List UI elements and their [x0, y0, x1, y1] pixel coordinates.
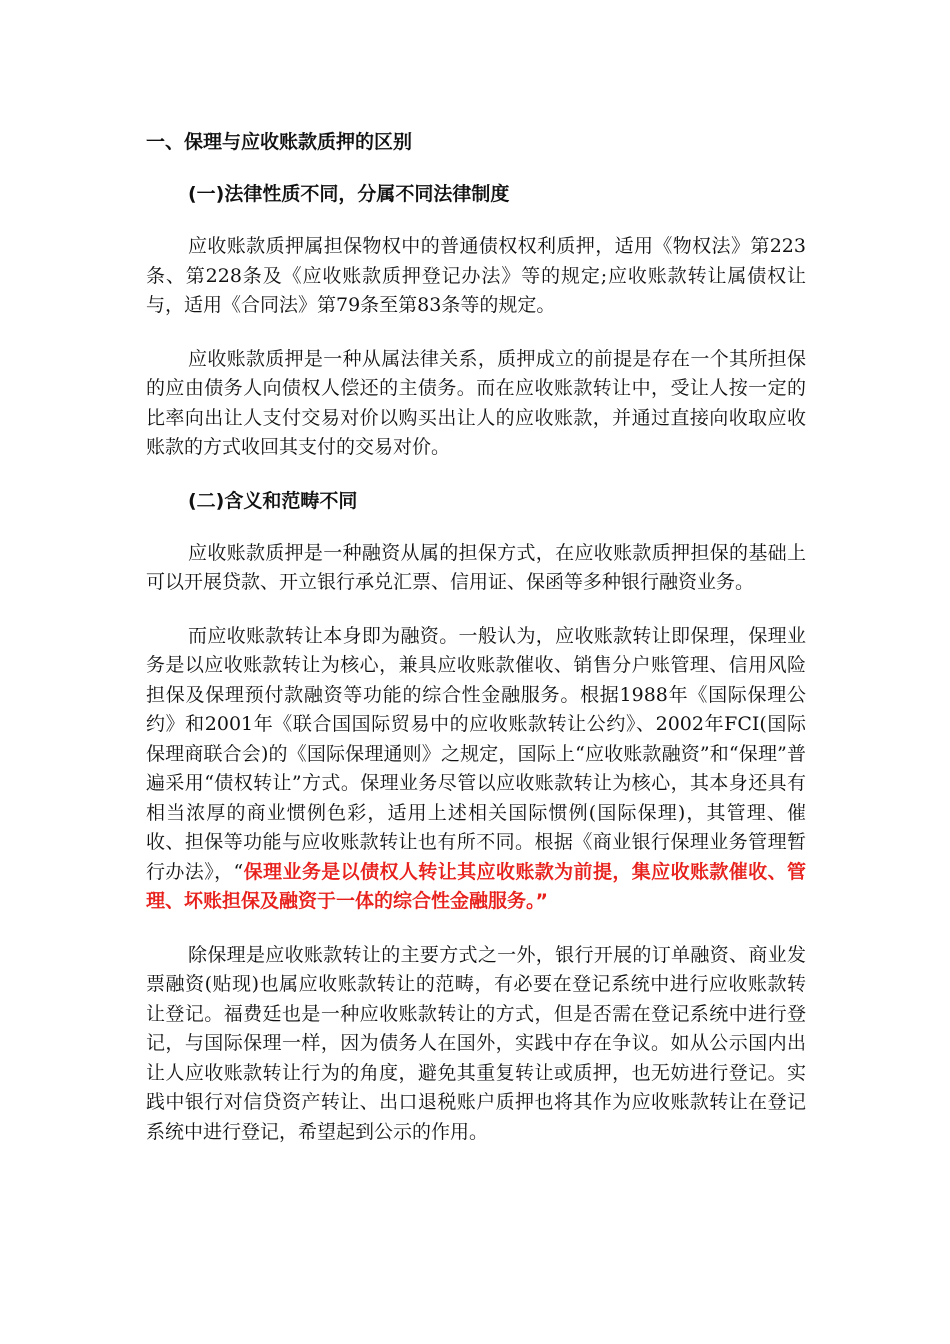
highlighted-quote: 保理业务是以债权人转让其应收账款为前提，集应收账款催收、管理、坏账担保及融资于一体的综合性金融服务。: [146, 860, 806, 912]
paragraph-with-quote: [146, 622, 806, 917]
paragraph-text: 而应收账款转让本身即为融资。一般认为，应收账款转让即保理，保理业务是以应收账款转让为核心，兼具应收账款催收、销售分户账管理、信用风险担保及保理预付款融资等功能的综合性金融服务。根据1988年《国际保理公约》和2001年《联合国国际贸易中的应收账款转让公约》、2002年FCI(国际保理商联合会)的《国际保理通则》之规定，国际上“应收账款融资”和“保理”普遍采用“债权转让”方式。保理业务尽管以应收账款转让为核心，其本身还具有相当浓厚的商业惯例色彩，适用上述相关国际惯例(国际保理)，其管理、催收、担保等功能与应收账款转让也有所不同。根据《商业银行保理业务管理暂行办法》，“: [146, 624, 806, 883]
section-heading-1: (一)法律性质不同，分属不同法律制度: [188, 183, 510, 205]
closing-quote-mark: ”: [535, 890, 549, 912]
document-page: [146, 128, 806, 1171]
document-title: 一、保理与应收账款质押的区别: [146, 131, 413, 153]
paragraph: 应收账款质押是一种从属法律关系，质押成立的前提是存在一个其所担保的应由债务人向债权人偿还的主债务。而在应收账款转让中，受让人按一定的比率向出让人支付交易对价以购买出让人的应收账款，并通过直接向收取应收账款的方式收回其支付的交易对价。: [146, 347, 806, 458]
paragraph: 应收账款质押是一种融资从属的担保方式，在应收账款质押担保的基础上可以开展贷款、开立银行承兑汇票、信用证、保函等多种银行融资业务。: [146, 541, 806, 593]
paragraph: 应收账款质押属担保物权中的普通债权权利质押，适用《物权法》第223条、第228条及《应收账款质押登记办法》等的规定;应收账款转让属债权让与，适用《合同法》第79条至第83条等的规定。: [146, 235, 806, 316]
paragraph: 除保理是应收账款转让的主要方式之一外，银行开展的订单融资、商业发票融资(贴现)也属应收账款转让的范畴，有必要在登记系统中进行应收账款转让登记。福费廷也是一种应收账款转让的方式，但是否需在登记系统中进行登记，与国际保理一样，因为债务人在国外，实践中存在争议。如从公示国内出让人应收账款转让行为的角度，避免其重复转让或质押，也无妨进行登记。实践中银行对信贷资产转让、出口退税账户质押也将其作为应收账款转让在登记系统中进行登记，希望起到公示的作用。: [146, 943, 806, 1143]
section-heading-2: (二)含义和范畴不同: [188, 489, 358, 512]
